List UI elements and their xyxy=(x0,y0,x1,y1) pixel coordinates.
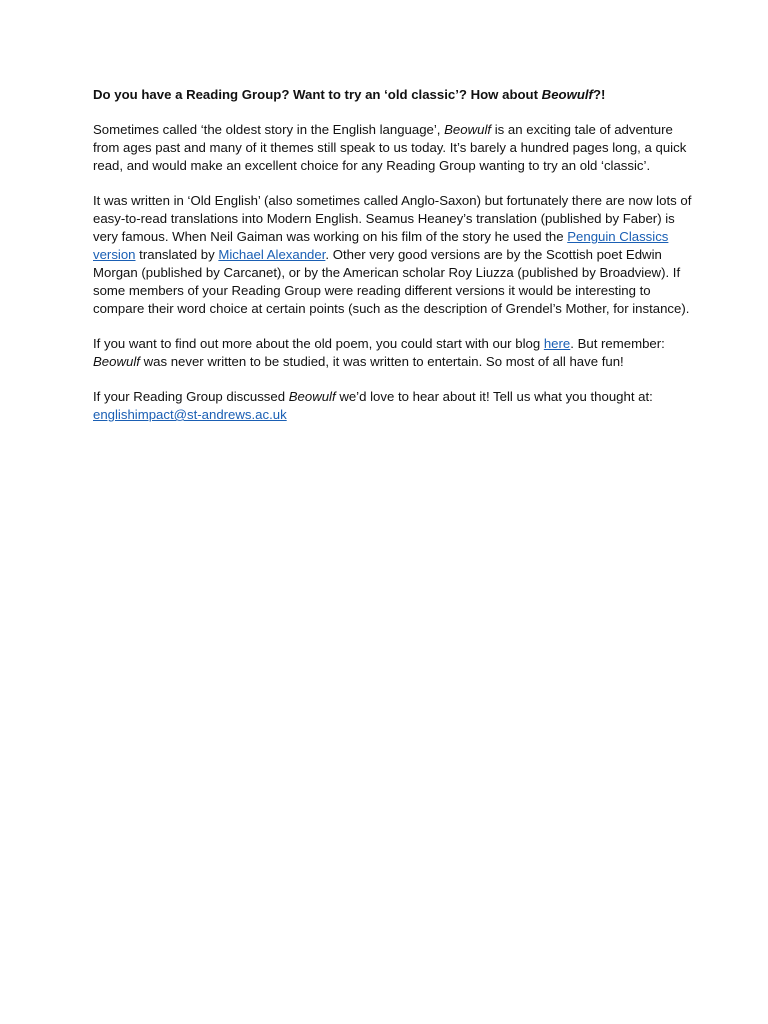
paragraph-text: translated by xyxy=(135,247,219,262)
paragraph-text: Sometimes called ‘the oldest story in the English language’, xyxy=(93,122,445,137)
italic-title: Beowulf xyxy=(93,354,140,369)
heading-suffix: ?! xyxy=(592,87,606,102)
paragraph-text: It was written in ‘Old English’ (also sometimes called Anglo-Saxon) but fortunately there are now lots of easy-to-read translations into Modern English. Seamus Heaney’s translation (published by Faber) is very famous. When Neil Gaiman was working on his film of the story he used the xyxy=(93,193,692,244)
paragraph-text: we’d love to hear about it! Tell us what you thought at: xyxy=(335,389,653,404)
paragraph-text: . Other very good versions are by the Scottish poet Edwin Morgan (published by Carcanet), or by the American scholar Roy Liuzza (published by Broadview). If some members of your Reading Group were reading different versions it would be interesting to compare their word choice at certain points (such as the description of Grendel’s Mother, for instance). xyxy=(93,247,690,316)
paragraph-translations xyxy=(93,192,693,318)
italic-title: Beowulf xyxy=(288,389,336,404)
paragraph-text: was never written to be studied, it was written to entertain. So most of all have fun! xyxy=(139,354,624,369)
document-body xyxy=(93,86,693,441)
italic-title: Beowulf xyxy=(444,122,492,137)
paragraph-text: If you want to find out more about the old poem, you could start with our blog xyxy=(93,336,544,351)
paragraph-text: If your Reading Group discussed xyxy=(93,389,289,404)
heading-title-italic: Beowulf xyxy=(541,87,593,102)
paragraph-text: . But remember: xyxy=(570,336,665,351)
paragraph-contact xyxy=(93,388,693,424)
penguin-classics-link[interactable]: Penguin Classics version xyxy=(93,229,669,262)
heading xyxy=(93,86,693,104)
paragraph-blog xyxy=(93,335,693,371)
blog-here-link[interactable]: here xyxy=(543,336,571,351)
email-link[interactable]: englishimpact@st-andrews.ac.uk xyxy=(93,407,287,422)
michael-alexander-link[interactable]: Michael Alexander xyxy=(218,247,326,262)
paragraph-text: is an exciting tale of adventure from ages past and many of it themes still speak to us today. It’s barely a hundred pages long, a quick read, and would make an excellent choice for any Reading Group wanting to try an old ‘classic’. xyxy=(93,122,687,173)
paragraph-intro xyxy=(93,121,693,175)
heading-text: Do you have a Reading Group? Want to try an ‘old classic’? How about xyxy=(93,87,542,102)
